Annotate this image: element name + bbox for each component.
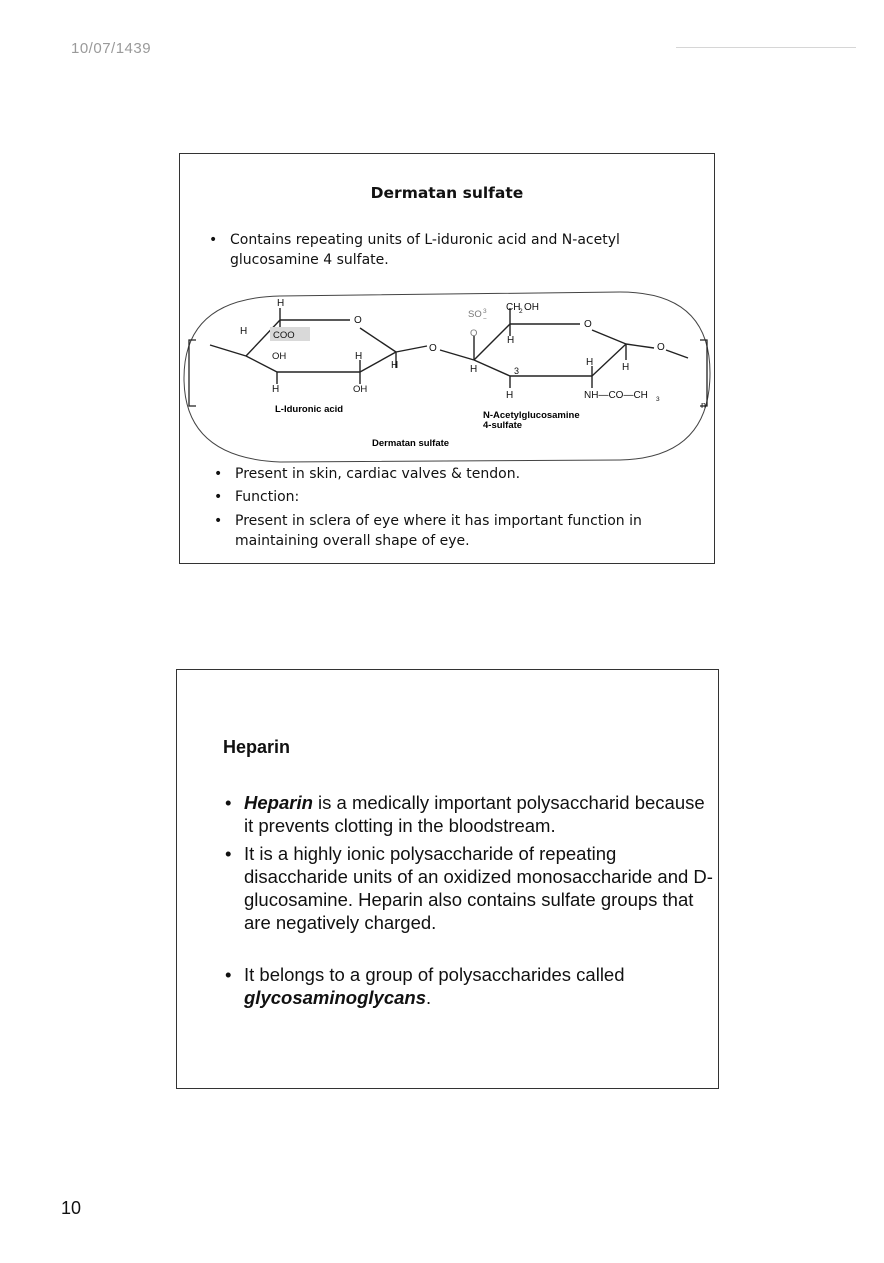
bullet-item xyxy=(209,230,670,270)
bullet-text: Present in skin, cardiac valves & tendon. xyxy=(235,466,521,482)
bullet-dot: • xyxy=(214,466,223,482)
heparin-term: Heparin xyxy=(244,792,313,813)
header-rule xyxy=(676,47,856,48)
bullet-text: Present in sclera of eye where it has important function in maintaining overall shape of eye. xyxy=(235,513,642,549)
acetylglucosamine-label: N-Acetylglucosamine xyxy=(483,410,580,421)
atom-label: n xyxy=(701,400,707,410)
atom-label: H xyxy=(355,351,363,362)
bullet-text: It is a highly ionic polysaccharide of repeating disaccharide units of an oxidized monosaccharide and D-glucosamine. Heparin also contains sulfate groups that are negatively charged. xyxy=(244,843,713,933)
bullet-text: Contains repeating units of L-iduronic acid and N-acetyl glucosamine 4 sulfate. xyxy=(230,232,620,268)
atom-label: O xyxy=(657,342,665,353)
bullet-text: Function: xyxy=(235,489,300,505)
atom-label: SO xyxy=(468,309,482,320)
bullet-dot: • xyxy=(209,232,218,248)
slide-heparin xyxy=(176,669,719,1089)
atom-label: H xyxy=(240,326,248,337)
bracket-right xyxy=(700,340,707,406)
atom-label: O xyxy=(429,343,437,354)
atom-label: 2 xyxy=(519,308,523,315)
bullet-item xyxy=(225,842,714,934)
atom-label: COO xyxy=(273,330,295,341)
bullet-item xyxy=(225,791,714,837)
bullet-item xyxy=(225,963,714,1009)
enclosure-outline xyxy=(184,292,710,462)
bullet-text: It belongs to a group of polysaccharides called xyxy=(244,964,625,985)
bracket-left xyxy=(189,340,196,406)
bullet-item xyxy=(214,511,675,551)
bullet-item xyxy=(214,487,675,507)
atom-label: O xyxy=(470,328,478,339)
atom-label: H xyxy=(277,298,285,309)
atom-label: O xyxy=(354,315,362,326)
atom-label: H xyxy=(506,390,514,401)
atom-label: O xyxy=(584,319,592,330)
bullet-item xyxy=(214,464,675,484)
atom-label: OH xyxy=(524,302,539,313)
glycosaminoglycans-term: glycosaminoglycans xyxy=(244,987,426,1008)
atom-label: H xyxy=(391,360,399,371)
sulfate-position-label: 4-sulfate xyxy=(483,420,523,431)
diagram-caption: Dermatan sulfate xyxy=(372,438,450,449)
atom-label: H xyxy=(586,357,594,368)
page-number: 10 xyxy=(61,1198,82,1218)
bullet-dot: • xyxy=(225,964,232,985)
bullet-dot: • xyxy=(225,792,232,813)
bullet-text-end: . xyxy=(425,987,432,1008)
atom-label: 3 xyxy=(656,396,660,403)
atom-label: H xyxy=(470,364,478,375)
slide-title: Heparin xyxy=(223,737,291,757)
slide-title: Dermatan sulfate xyxy=(370,184,524,202)
atom-label: OH xyxy=(272,351,287,362)
slide-dermatan-sulfate xyxy=(179,153,715,564)
atom-label: 3 xyxy=(514,366,520,376)
iduronic-acid-label: L-Iduronic acid xyxy=(275,404,344,415)
structure-atom-labels xyxy=(240,298,706,410)
acetylglucosamine-ring xyxy=(474,308,688,388)
dermatan-sulfate-structure-diagram xyxy=(180,288,716,464)
bullet-dot: • xyxy=(214,513,223,529)
atom-label: H xyxy=(272,384,280,395)
atom-label: OH xyxy=(353,384,368,395)
atom-label: NH—CO—CH xyxy=(584,390,648,401)
bullet-text: is a medically important polysaccharid because it prevents clotting in the bloodstream. xyxy=(244,792,705,836)
header-date: 10/07/1439 xyxy=(71,40,152,57)
atom-label: H xyxy=(507,335,515,346)
bullet-dot: • xyxy=(225,843,232,864)
atom-label: 3 xyxy=(483,308,487,315)
atom-label: CH xyxy=(506,302,521,313)
atom-label: − xyxy=(483,316,487,323)
atom-label: H xyxy=(622,362,630,373)
bullet-dot: • xyxy=(214,489,223,505)
